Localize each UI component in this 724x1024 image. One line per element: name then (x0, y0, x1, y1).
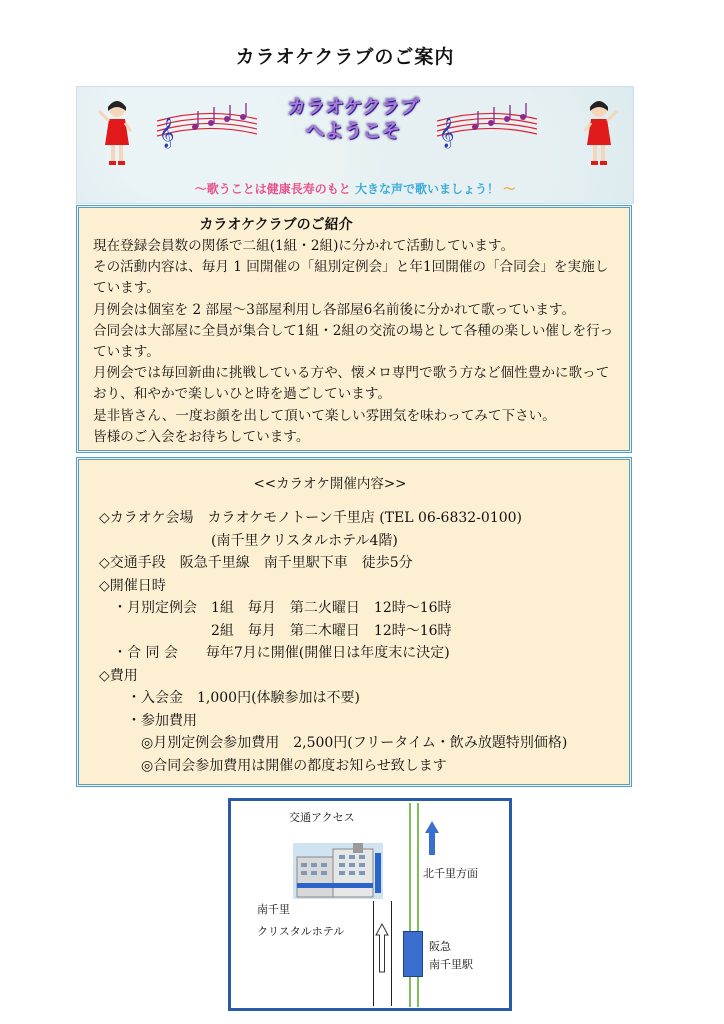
road-line (373, 901, 374, 1006)
event-line: ・月別定例会 1組 毎月 第二火曜日 12時～16時 (99, 600, 452, 616)
station-label-line1: 阪急 (429, 940, 451, 953)
north-direction-label: 北千里方面 (423, 867, 478, 880)
banner-subtitle (77, 180, 633, 197)
singer-girl-icon (97, 97, 137, 169)
intro-heading: カラオケクラブのご紹介 (199, 217, 353, 233)
event-line: ◇カラオケ会場 カラオケモノトーン千里店 (TEL 06-6832-0100) (99, 510, 522, 526)
station-label-line2: 南千里駅 (429, 958, 473, 971)
event-line: ・合 同 会 毎年7月に開催(開催日は年度末に決定) (99, 645, 450, 661)
road-line (391, 901, 392, 1006)
event-line: ◎月別定例会参加費用 2,500円(フリータイム・飲み放題特別価格) (99, 735, 568, 751)
event-line: ◇開催日時 (99, 577, 166, 594)
intro-paragraph: 皆様のご入会をお待ちしています。 (93, 428, 310, 445)
station-marker (403, 931, 423, 977)
event-line: ◇費用 (99, 667, 138, 684)
event-details-section (76, 457, 632, 787)
hotel-building-photo (293, 843, 383, 899)
intro-section (76, 205, 632, 453)
event-line: ◎合同会参加費用は開催の都度お知らせ致します (99, 757, 447, 774)
event-heading: <<カラオケ開催内容>> (253, 476, 407, 492)
music-staff-icon (157, 103, 257, 149)
event-line: ・参加費用 (99, 712, 197, 729)
intro-paragraph: 現在登録会員数の関係で二組(1組・2組)に分かれて活動しています。 (93, 238, 515, 254)
event-line: ・入会金 1,000円(体験参加は不要) (99, 690, 361, 706)
page-title: カラオケクラブのご案内 (235, 46, 455, 68)
event-line: ◇交通手段 阪急千里線 南千里駅下車 徒歩5分 (99, 555, 413, 571)
hotel-label-line2: クリスタルホテル (257, 925, 345, 938)
banner-title-line1: カラオケクラブ (287, 96, 419, 118)
svg-text:𝄞: 𝄞 (159, 118, 175, 148)
banner-title (273, 95, 433, 143)
singer-girl-icon (579, 97, 619, 169)
road-direction-arrow-icon (375, 923, 389, 973)
intro-paragraph: 月例会では毎回新曲に挑戦している方や、懐メロ専門で歌う方など個性豊かに歌っており、和やかで楽しいひと時を過ごしています。 (93, 365, 610, 403)
intro-paragraph: 是非皆さん、一度お顔を出して頂いて楽しい雰囲気を味わってみて下さい。 (93, 407, 556, 424)
event-line: 2組 毎月 第二木曜日 12時～16時 (99, 622, 452, 639)
intro-paragraph: 月例会は個室を 2 部屋～3部屋利用し各部屋6名前後に分かれて歌っています。 (93, 301, 576, 318)
banner-subtitle-part2: 大きな声で歌いましょう！ (354, 182, 499, 196)
banner-title-line2: へようこそ (305, 120, 401, 142)
banner-subtitle-part1: ～歌うことは健康長寿のもと (194, 182, 351, 196)
music-staff-icon (437, 103, 537, 149)
banner-subtitle-part3: ～ (503, 182, 516, 196)
event-line: (南千里クリスタルホテル4階) (99, 532, 398, 549)
map-title: 交通アクセス (289, 811, 355, 824)
hotel-label-line1: 南千里 (257, 903, 290, 916)
access-map (228, 798, 512, 1011)
intro-paragraph: その活動内容は、毎月 1 回開催の「組別定例会」と年1回開催の「合同会」を実施しています。 (93, 259, 609, 297)
intro-paragraph: 合同会は大部屋に全員が集合して1組・2組の交流の場として各種の楽しい催しを行っています。 (93, 322, 614, 361)
north-arrow-icon (425, 821, 439, 855)
welcome-banner (76, 86, 634, 204)
svg-text:𝄞: 𝄞 (439, 118, 455, 148)
